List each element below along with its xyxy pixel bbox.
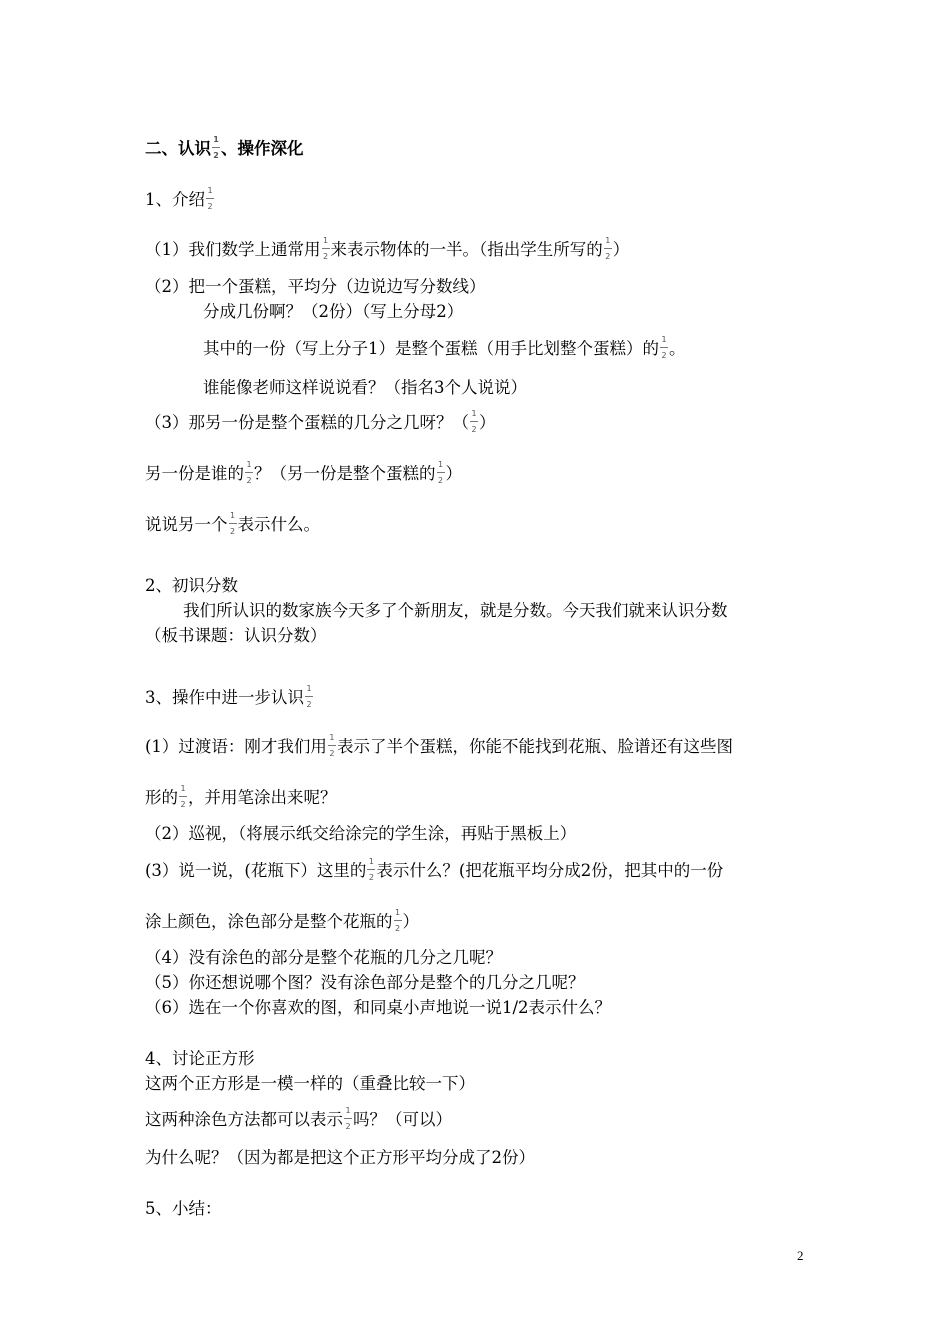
paragraph-line: （2）把一个蛋糕，平均分（边说边写分数线）	[145, 277, 486, 296]
paragraph-line: （5）你还想说哪个图？没有涂色部分是整个的几分之几呢？	[145, 973, 585, 992]
fraction-half: $\frac{1}{2}$	[345, 1106, 351, 1131]
paragraph-line: 分成几份啊？（2份）（写上分母2）	[203, 302, 464, 321]
fraction-half: $\frac{1}{2}$	[329, 733, 335, 758]
subheading: 3、操作中进一步认识 $\frac{1}{2}$	[145, 684, 312, 709]
fraction-half: $\frac{1}{2}$	[213, 135, 219, 160]
paragraph-line: 这两个正方形是一模一样的（重叠比较一下）	[145, 1074, 475, 1093]
paragraph-line: 我们所认识的数家族今天多了个新朋友，就是分数。今天我们就来认识分数	[183, 601, 728, 620]
fraction-half: $\frac{1}{2}$	[368, 857, 374, 882]
fraction-half: $\frac{1}{2}$	[605, 236, 611, 261]
paragraph-line: (1）过渡语：刚才我们用 $\frac{1}{2}$ 表示了半个蛋糕，你能不能找到花瓶、脸谱还有这些图	[145, 733, 733, 758]
page-number: 2	[797, 1248, 804, 1263]
paragraph-line: （6）选在一个你喜欢的图，和同桌小声地说一说1/2表示什么？	[145, 998, 612, 1017]
heading-text: 、操作深化	[221, 139, 304, 158]
paragraph-line: 其中的一份（写上分子1）是整个蛋糕（用手比划整个蛋糕）的 $\frac{1}{2}$ 。	[203, 335, 686, 360]
fraction-half: $\frac{1}{2}$	[394, 908, 401, 933]
fraction-half: $\frac{1}{2}$	[229, 511, 236, 536]
paragraph-line: 说说另一个 $\frac{1}{2}$ 表示什么。	[145, 511, 320, 536]
heading-text: 二、认识	[145, 139, 211, 158]
fraction-half: $\frac{1}{2}$	[246, 460, 252, 485]
fraction-half: $\frac{1}{2}$	[207, 186, 213, 211]
subheading: 2、初识分数	[145, 576, 238, 595]
paragraph-line: （板书课题：认识分数）	[145, 626, 327, 645]
paragraph-line: （1）我们数学上通常用 $\frac{1}{2}$ 来表示物体的一半。（指出学生所写的 $\frac{1}{2}$ ）	[145, 236, 630, 261]
fraction-half: $\frac{1}{2}$	[180, 784, 186, 809]
fraction-half: $\frac{1}{2}$	[661, 335, 667, 360]
paragraph-line: 涂上颜色，涂色部分是整个花瓶的 $\frac{1}{2}$ ）	[145, 908, 419, 933]
paragraph-line: （3）那另一份是整个蛋糕的几分之几呀？（ $\frac{1}{2}$ ）	[145, 409, 496, 434]
subheading-intro: 1、介绍 $\frac{1}{2}$	[145, 186, 213, 211]
paragraph-line: （4）没有涂色的部分是整个花瓶的几分之几呢？	[145, 948, 502, 967]
paragraph-line: （2）巡视，（将展示纸交给涂完的学生涂，再贴于黑板上）	[145, 824, 577, 843]
paragraph-line: (3）说一说，(花瓶下）这里的 $\frac{1}{2}$ 表示什么？(把花瓶平均分成2份，把其中的一份	[145, 857, 724, 882]
paragraph-line: 另一份是谁的 $\frac{1}{2}$ ？（另一份是整个蛋糕的 $\frac{1}{2}$ ）	[145, 460, 462, 485]
subheading: 5、小结：	[145, 1199, 222, 1218]
fraction-half: $\frac{1}{2}$	[437, 460, 444, 485]
fraction-half: $\frac{1}{2}$	[306, 684, 312, 709]
subheading: 4、讨论正方形	[145, 1049, 255, 1068]
section-heading	[145, 130, 304, 159]
paragraph-line: 这两种涂色方法都可以表示 $\frac{1}{2}$ 吗？（可以）	[145, 1106, 452, 1131]
fraction-half: $\frac{1}{2}$	[322, 236, 329, 261]
paragraph-line: 形的 $\frac{1}{2}$ ，并用笔涂出来呢？	[145, 784, 337, 809]
paragraph-line: 谁能像老师这样说说看？（指名3个人说说）	[203, 378, 527, 397]
fraction-half: $\frac{1}{2}$	[471, 409, 477, 434]
paragraph-line: 为什么呢？（因为都是把这个正方形平均分成了2份）	[145, 1148, 535, 1167]
